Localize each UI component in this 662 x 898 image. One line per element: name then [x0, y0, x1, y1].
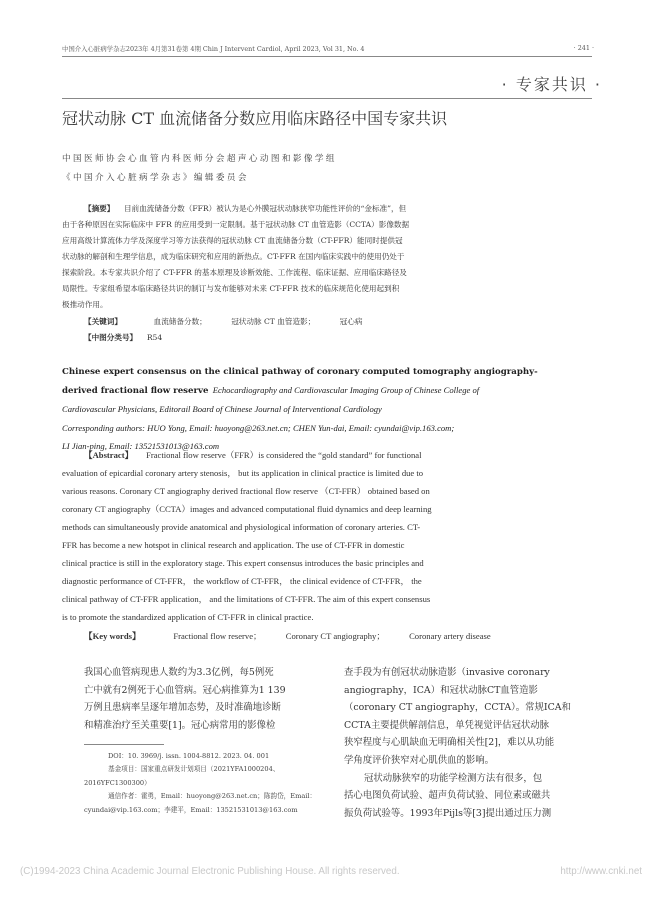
cn-class-number [84, 330, 612, 346]
en-abstract-line: various reasons. Coronary CT angiography derived fractional flow reserve （CT-FFR） obtained based on [62, 486, 430, 496]
en-author-line: Echocardiography and Cardiovascular Imaging Group of Chinese College of [212, 385, 480, 396]
body-line: 万例且患病率呈逐年增加态势，及时准确地诊断 [84, 702, 281, 714]
body-line: 括心电图负荷试验、超声负荷试验、同位素或磁共 [344, 790, 551, 802]
cn-keyword: 冠心病 [339, 317, 363, 326]
cn-abstract-line: 应用高级计算流体力学及深度学习等方法获得的冠状动脉 CT 血流储备分数（CT-FFR）能同时提供冠 [62, 236, 403, 245]
en-abstract-line: evaluation of epicardial coronary artery stenosis， but its application in clinical practice is limited due to [62, 468, 424, 478]
en-abstract-label: 【Abstract】 [84, 450, 134, 460]
en-abstract-line: clinical practice is still in the exploratory stage. This expert consensus introduces the basic principles and [62, 558, 424, 568]
en-author-line: Cardiovascular Physicians, Editorail Board of Chinese Journal of Interventional Cardiology [62, 404, 382, 415]
column-tag: · 专家共识 · [501, 75, 602, 94]
en-corr-line: Corresponding authors: HUO Yong, Email: huoyong@263.net.cn; CHEN Yun-dai, Email: cyundai@vip.163.com; [62, 422, 455, 433]
article-title: 冠状动脉 CT 血流储备分数应用临床路径中国专家共识 [62, 109, 448, 128]
en-abstract-line: is to promote the standardized application of CT-FFR in clinical practice. [62, 612, 314, 622]
cn-abstract-line: 探索阶段。本专家共识介绍了 CT-FFR 的基本原理及诊断效能、工作流程、临床证据、应用临床路径及 [62, 268, 407, 277]
cn-abstract-line: 极推动作用。 [62, 300, 108, 309]
footnote-corr: 通信作者：霍勇，Email：huoyong@263.net.cn；陈韵岱，Email： [108, 792, 317, 801]
page-number: · 241 · [573, 44, 594, 52]
en-abstract-line: coronary CT angiography（CCTA）images and advanced computational fluid dynamics and deep learning [62, 504, 432, 514]
en-corr-line: LI Jian-ping, Email: 13521531013@163.com [62, 440, 220, 451]
en-keyword: Fractional flow reserve； [173, 631, 262, 641]
body-line: （coronary CT angiography，CCTA）。常规ICA和 [344, 702, 571, 714]
body-right-column [344, 664, 600, 822]
cn-class-value: R54 [146, 333, 163, 342]
cn-keywords [84, 314, 612, 330]
cn-abstract-line: 状动脉的解剖和生理学信息，成为临床研究和应用的新热点。CT-FFR 在国内临床实践中的使用仍处于 [62, 252, 405, 261]
en-title-line: Chinese expert consensus on the clinical pathway of coronary computed tomography angiography- [62, 367, 538, 377]
cn-editorial-board: 《中国介入心脏病学杂志》编辑委员会 [62, 173, 249, 183]
en-title-line: derived fractional flow reserve [62, 386, 209, 397]
body-line: 查手段为有创冠状动脉造影（invasive coronary [344, 667, 550, 678]
en-abstract-line: methods can simultaneously provide anatomical and physiological information of coronary arteries. CT- [62, 522, 421, 532]
copyright-footer [20, 866, 642, 877]
cn-abstract-line: 由于各种原因在实际临床中 FFR 的应用受到一定限制。基于冠状动脉 CT 血管造影（CCTA）影像数据 [62, 220, 410, 229]
body-line: 和精准治疗至关重要[1]。冠心病常用的影像检 [84, 719, 276, 731]
cn-abstract-label: 【摘要】 [84, 204, 115, 213]
cn-abstract-line: 局限性。专家组希望本临床路径共识的制订与发布能够对未来 CT-FFR 技术的临床规范化使用起到积 [62, 284, 400, 293]
footnote-funding: 基金项目：国家重点研发计划项目（2021YFA1000204、 [108, 765, 280, 774]
body-line: 振负荷试验等。1993年Pijls等[3]提出通过压力测 [344, 807, 552, 819]
cn-keyword: 冠状动脉 CT 血管造影； [231, 317, 316, 326]
body-line: 我国心血管病现患人数约为3.3亿例，每5例死 [84, 667, 274, 678]
cnki-link[interactable]: http://www.cnki.net [560, 866, 642, 877]
footnote-rule [84, 744, 164, 745]
en-abstract-line: diagnostic performance of CT-FFR， the workflow of CT-FFR， the clinical evidence of CT-FFR， the [62, 576, 422, 586]
header-rule [62, 56, 592, 57]
en-keyword: Coronary CT angiography； [285, 631, 385, 641]
journal-header: 中国介入心脏病学杂志2023年 4月第31卷第 4期 Chin J Intervent Cardiol, April 2023, Vol 31, No. 4 [62, 45, 365, 53]
footnote-doi: DOI：10. 3969/j. issn. 1004-8812. 2023. 04. 001 [108, 752, 270, 760]
en-abstract-line: FFR has become a new hotspot in clinical research and application. The use of CT-FFR in domestic [62, 540, 405, 550]
cn-keyword: 血流储备分数； [153, 317, 207, 326]
body-line: 冠状动脉狭窄的功能学检测方法有很多，包 [364, 772, 543, 784]
en-header [62, 362, 592, 455]
en-keywords [84, 627, 612, 645]
footnotes [84, 750, 354, 817]
en-abstract-line: 【Abstract】 Fractional flow reserve（FFR）is considered the “gold standard” for functional [84, 450, 422, 460]
cn-abstract-line: 【摘要】 目前血流储备分数（FFR）被认为是心外膜冠状动脉狭窄功能性评价的“金标准”，但 [84, 204, 407, 213]
footnote-corr-cont: cyundai@vip.163.com；李建平，Email：13521531013@163.com [84, 805, 298, 814]
en-abstract-line: clinical pathway of CT-FFR application， and the limitations of CT-FFR. The aim of this expert consensus [62, 594, 431, 604]
body-line: angiography，ICA）和冠状动脉CT血管造影 [344, 684, 538, 696]
title-rule [62, 98, 592, 99]
footnote-funding-cont: 2016YFC1300300） [84, 778, 151, 787]
body-line: 亡中就有2例死于心血管病。冠心病推算为1 139 [84, 684, 286, 696]
cn-class-label: 【中图分类号】 [84, 333, 138, 342]
body-left-column [84, 664, 344, 734]
body-line: 狭窄程度与心肌缺血无明确相关性[2]，难以从功能 [344, 737, 555, 749]
en-keywords-label: 【Key words】 [84, 631, 141, 641]
body-line: 学角度评价狭窄对心肌供血的影响。 [344, 754, 495, 766]
copyright-text: (C)1994-2023 China Academic Journal Electronic Publishing House. All rights reserved. [20, 866, 400, 877]
body-line: CCTA主要提供解剖信息，单凭视觉评估冠状动脉 [344, 719, 549, 731]
cn-author-group: 中国医师协会心血管内科医师分会超声心动图和影像学组 [62, 154, 337, 164]
cn-keywords-label: 【关键词】 [84, 317, 122, 326]
en-keyword: Coronary artery disease [409, 631, 491, 641]
